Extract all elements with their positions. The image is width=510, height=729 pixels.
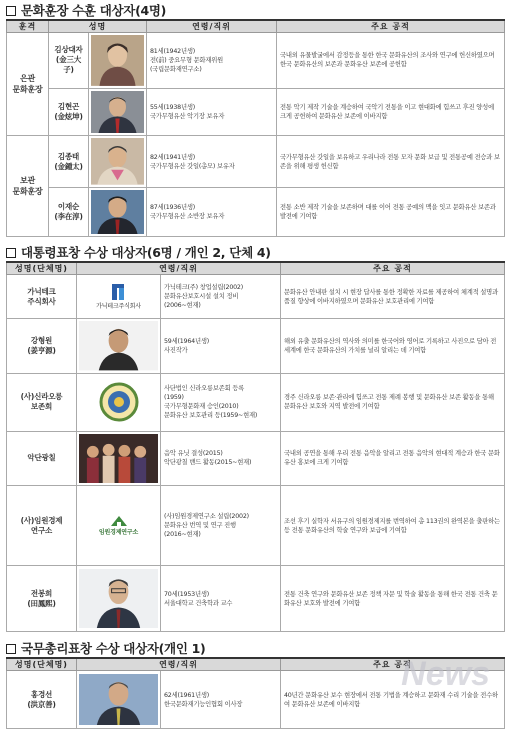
table-row (7, 373, 505, 431)
portrait-photo (77, 671, 161, 729)
awardee-name: 가닉테크 주식회사 (7, 275, 77, 319)
section-title-prime-minister-award: 국무총리표창 수상 대상자(개인 1) (6, 640, 504, 657)
prime-minister-award-table (6, 657, 505, 729)
table-row (7, 566, 505, 632)
age-position: (사)임원경제연구소 설립(2002) 문화유산 번역 및 연구 진행 (2016~현재) (161, 486, 281, 566)
company-logo: 가닉테크주식회사 (77, 275, 161, 319)
merit-text: 경주 신라오릉 보존·관리에 힘쓰고 전통 제례 봉행 및 문화유산 보존 활동을 통해 문화유산 보호와 지역 발전에 기여함 (281, 373, 505, 431)
age-position: 82세(1941년생) 국가무형유산 갓일(총모) 보유자 (147, 136, 277, 188)
age-position: 62세(1961년생) 한국문화재기능인협회 이사장 (161, 671, 281, 729)
age-position: 81세(1942년생) 전(前) 중요무형 문화재위원 (국립문화재연구소) (147, 33, 277, 89)
merit-text: 전통 소반 제작 기술을 보존하며 대를 이어 전통 공예의 맥을 잇고 문화유산 보존과 발전에 기여함 (277, 187, 505, 237)
merit-text: 전통 건축 연구와 문화유산 보존 정책 자문 및 학술 활동을 통해 한국 전통 건축 문화유산 보호와 발전에 기여함 (281, 566, 505, 632)
news-watermark: News (401, 655, 490, 693)
age-position: 55세(1938년생) 국가무형유산 악기장 보유자 (147, 88, 277, 135)
merit-text: 국내외 공연을 통해 우리 전통 음악을 알리고 전통 음악의 현대적 계승과 한국 문화유산 홍보에 크게 기여함 (281, 431, 505, 485)
awardee-name: 악단광칠 (7, 431, 77, 485)
portrait-photo (77, 566, 161, 632)
table-row (7, 671, 505, 729)
table-row (7, 486, 505, 566)
honoree-name: 김종태 (金鍾太) (49, 136, 89, 188)
table-row (7, 88, 505, 135)
table-row (7, 136, 505, 188)
merit-text: 국가무형유산 갓일을 보유하고 우리나라 전통 모자 문화 보급 및 전통공예 전승과 보존을 위해 평생 헌신함 (277, 136, 505, 188)
emblem-icon (99, 382, 139, 422)
portrait-photo (89, 88, 147, 135)
merit-text: 전통 악기 제작 기술을 계승하여 국악기 전통을 이고 현대화에 힘쓰고 후진 양성에 크게 공헌하여 문화유산 보존에 이바지함 (277, 88, 505, 135)
group-photo (77, 431, 161, 485)
awardee-name: 홍경선 (洪京善) (7, 671, 77, 729)
table-row (7, 319, 505, 373)
merit-text: 조선 후기 실학자 서유구의 임원경제지를 번역하여 총 113권의 완역본을 출판하는 등 전통 문화유산의 학술 연구와 보급에 기여함 (281, 486, 505, 566)
portrait-photo (89, 136, 147, 188)
merit-text: 문화유산 안내판 설치 시 현장 답사를 통한 정확한 자료를 제공하여 체계적 설명과 품질 향상에 이바지하였으며 문화유산 보호관리에 기여함 (281, 275, 505, 319)
table-row (7, 275, 505, 319)
honoree-name: 김상대자 (金三大子) (49, 33, 89, 89)
honoree-name: 이재순 (李在淳) (49, 187, 89, 237)
table-header-row: 성명(단체명) 연령/직위 주요 공적 (7, 262, 505, 275)
honoree-name: 김현곤 (金炫坤) (49, 88, 89, 135)
section-title-presidential-award: 대통령표창 수상 대상자(6명 / 개인 2, 단체 4) (6, 244, 504, 261)
age-position: 59세(1964년생) 사진작가 (161, 319, 281, 373)
gnictech-logo-icon (110, 282, 128, 302)
awardee-name: (사)신라오릉 보존회 (7, 373, 77, 431)
table-header-row: 성명(단체명) 연령/직위 주요 공적 (7, 658, 505, 671)
checkbox-square-icon (6, 644, 16, 654)
portrait-photo (77, 319, 161, 373)
age-position: 음악 유닛 결성(2015) 악단광칠 밴드 활동(2015~현재) (161, 431, 281, 485)
age-position: 사단법인 신라오릉보존회 등록 (1959) 국가무형문화재 승인(2010) 문화유산 보호관리 등(1959~현재) (161, 373, 281, 431)
medal-grade-bogwan: 보관 문화훈장 (7, 136, 49, 237)
medal-grade-silver: 은관 문화훈장 (7, 33, 49, 136)
checkbox-square-icon (6, 6, 16, 16)
table-header-row: 훈격 성명 연령/직위 주요 공적 (7, 20, 505, 33)
age-position: 가닉테크(주) 창업설립(2002) 문화유산보호시설 설치 정비 (2006~현재) (161, 275, 281, 319)
institute-logo: 임원경제연구소 (77, 486, 161, 566)
section-title-culture-medal: 문화훈장 수훈 대상자(4명) (6, 2, 504, 19)
awardee-name: 전봉희 (田鳳熙) (7, 566, 77, 632)
table-row (7, 187, 505, 237)
awardee-name: 강형원 (姜亨源) (7, 319, 77, 373)
culture-medal-table (6, 19, 505, 237)
portrait-photo (89, 187, 147, 237)
presidential-award-table (6, 261, 505, 632)
merit-text: 국내외 유물발굴에서 감정등을 통한 한국 문화유산의 조사와 연구에 헌신하였으며 한국 문화유산의 보존과 문화유산 보존에 공헌함 (277, 33, 505, 89)
age-position: 70세(1953년생) 서울대학교 건축학과 교수 (161, 566, 281, 632)
age-position: 87세(1936년생) 국가무형유산 소반장 보유자 (147, 187, 277, 237)
table-row (7, 33, 505, 89)
table-row (7, 431, 505, 485)
checkbox-square-icon (6, 248, 16, 258)
institute-logo-icon (109, 514, 129, 528)
association-emblem (77, 373, 161, 431)
merit-text: 해외 유출 문화유산의 역사와 의미를 한국어와 영어로 기록하고 사진으로 담아 전 세계에 한국 문화유산의 가치를 널리 알리는 데 기여함 (281, 319, 505, 373)
portrait-photo (89, 33, 147, 89)
awardee-name: (사)임원경제 연구소 (7, 486, 77, 566)
merit-text: 40년간 문화유산 보수 현장에서 전통 기법을 계승하고 문화재 수리 기술을 전수하여 문화유산 보존에 이바지함 (281, 671, 505, 729)
